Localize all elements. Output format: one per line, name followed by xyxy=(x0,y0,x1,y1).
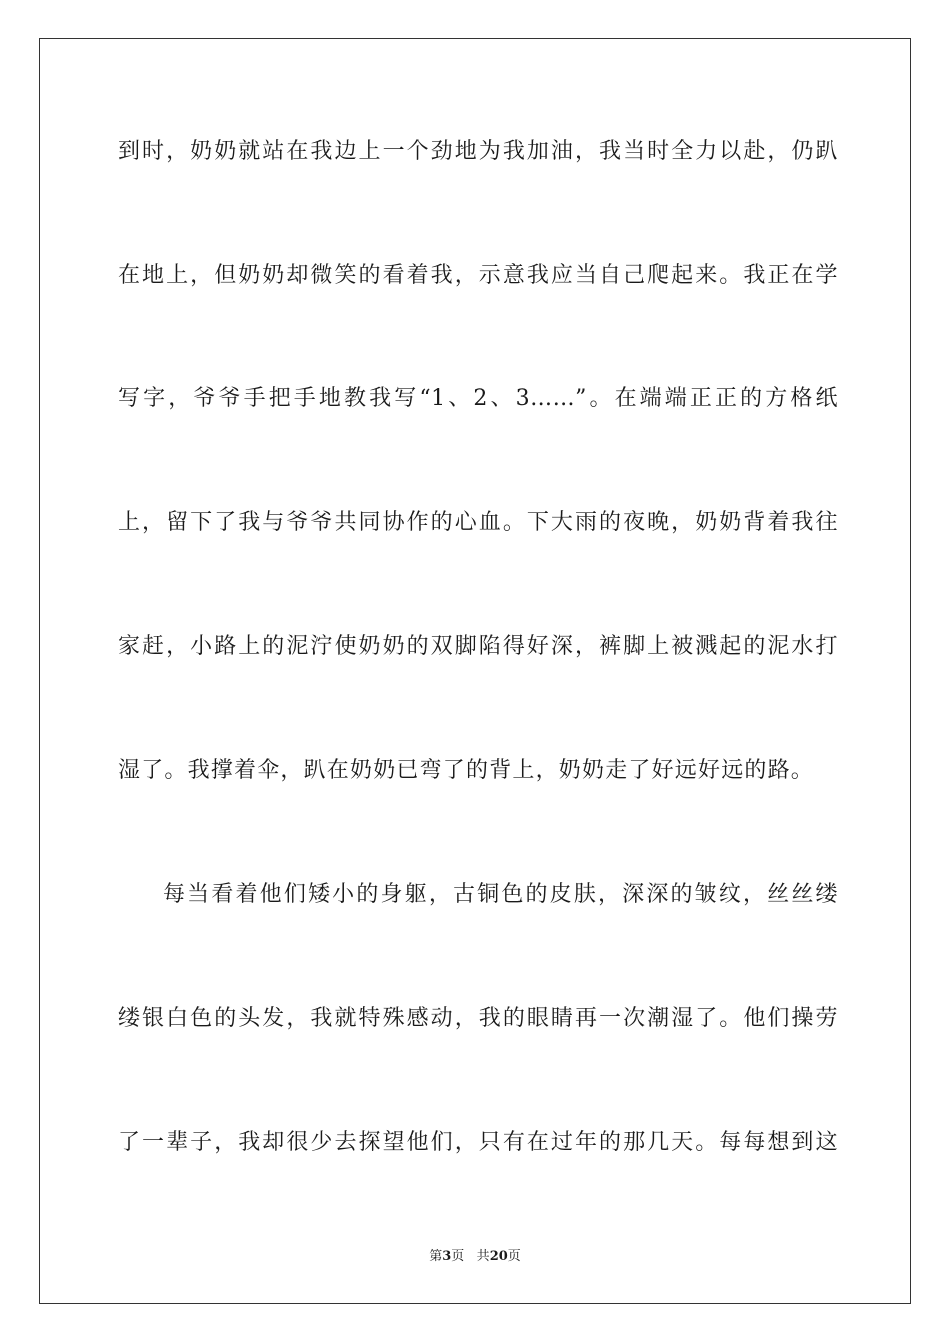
text-line-9: 了一辈子，我却很少去探望他们，只有在过年的那几天。每每想到这 xyxy=(118,1130,838,1155)
text-line-3: 写字，爷爷手把手地教我写“1、2、3……”。在端端正正的方格纸 xyxy=(118,386,838,411)
page-footer xyxy=(0,1248,950,1266)
page-label-prefix: 第 xyxy=(429,1249,443,1264)
text-line-7: 每当看着他们矮小的身躯，古铜色的皮肤，深深的皱纹，丝丝缕 xyxy=(163,882,838,907)
page-total-number: 20 xyxy=(489,1249,508,1264)
page-current-number: 3 xyxy=(442,1249,452,1264)
page-label-suffix: 页 xyxy=(451,1249,465,1264)
total-label-suffix: 页 xyxy=(507,1249,521,1264)
text-line-2: 在地上，但奶奶却微笑的看着我，示意我应当自己爬起来。我正在学 xyxy=(118,263,838,288)
total-label-prefix: 共 xyxy=(476,1249,490,1264)
text-line-6: 湿了。我撑着伞，趴在奶奶已弯了的背上，奶奶走了好远好远的路。 xyxy=(118,758,815,783)
text-line-5: 家赶，小路上的泥泞使奶奶的双脚陷得好深，裤脚上被溅起的泥水打 xyxy=(118,634,838,659)
text-line-8: 缕银白色的头发，我就特殊感动，我的眼睛再一次潮湿了。他们操劳 xyxy=(118,1006,838,1031)
text-line-1: 到时，奶奶就站在我边上一个劲地为我加油，我当时全力以赴，仍趴 xyxy=(118,139,838,164)
page-border xyxy=(39,38,911,1304)
text-line-4: 上，留下了我与爷爷共同协作的心血。下大雨的夜晚，奶奶背着我往 xyxy=(118,510,838,535)
